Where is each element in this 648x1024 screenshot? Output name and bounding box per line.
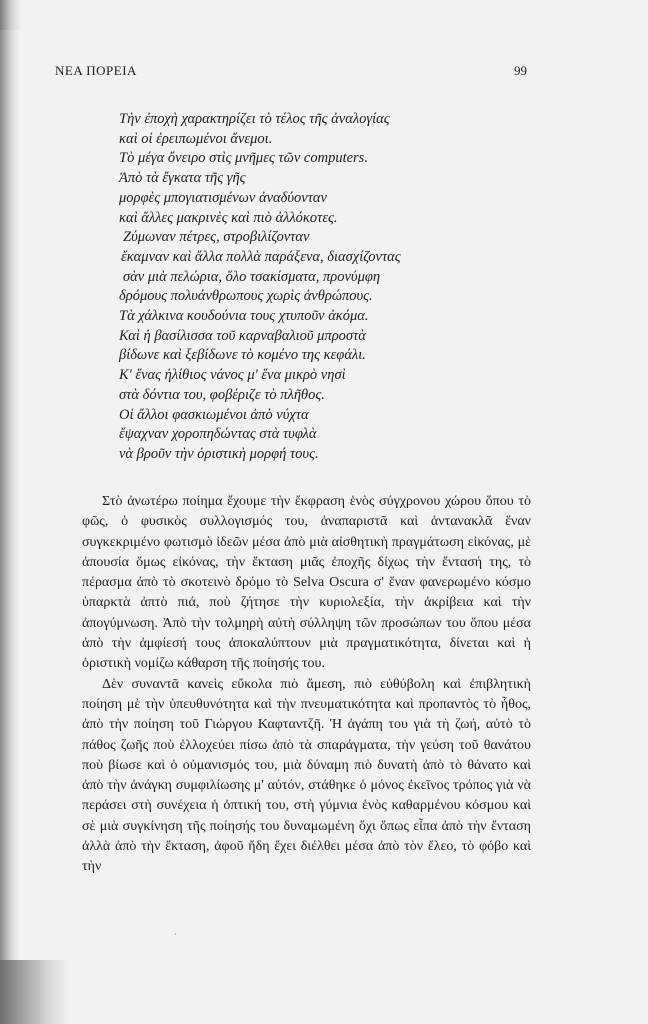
- poem-line: βίδωνε καὶ ξεβίδωνε τὸ κομένο της κεφάλι.: [119, 347, 366, 364]
- paragraph: Δὲν συναντᾶ κανεὶς εὔκολα πιὸ ἄμεση, πιὸ εὐθύβολη καὶ ἐπιβλητικὴ ποίηση μὲ τὴν ὑπευθυνότητα καὶ τὴν πνευματικότητα καὶ προπαντὸς τὸ ἦθος, ἀπὸ τὴν ποίηση τοῦ Γιώργου Καφταντζῆ. Ἡ ἀγάπη του γιὰ τὴ ζωή, αὐτὸ τὸ πάθος ζωῆς ποὺ ἐλλοχεύει πίσω ἀπὸ τὰ σπαράγματα, τὴν γεύση τοῦ θανάτου ποὺ βίωσε καὶ ὁ οὐμανισμός του, μιὰ δύναμη πιὸ δυνατὴ ἀπὸ τὸ θάνατο καὶ ἀπὸ τὴν ἀνάγκη συμφιλίωσης μ' αὐτόν, στάθηκε ὁ μόνος ἐκεῖνος τρόπος γιὰ νὰ περάσει στὴ συνέχεια ἡ ὀπτική του, στὴ γύμνια ἑνὸς καθαρμένου κόσμου καὶ σὲ μιὰ συγκίνηση τῆς ποίησής του δυναμωμένη ὄχι ὅπως εἶπα ἀπὸ τὴν ἔνταση ἀλλὰ ἀπὸ τὴν ἔκταση, ἀφοῦ ἤδη ἔχει διέλθει μέσα ἀπὸ τὸν ἔλεο, τὸ φόβο καὶ τὴν: [82, 676, 531, 875]
- poem-line: Τὰ χάλκινα κουδούνια τους χτυποῦν ἀκόμα.: [119, 308, 369, 325]
- commentary-text: [82, 492, 531, 878]
- poem-line: Ἀπὸ τὰ ἔγκατα τῆς γῆς: [119, 170, 246, 187]
- poem-line: καὶ ἄλλες μακρινὲς καὶ πιὸ ἀλλόκοτες.: [119, 209, 338, 226]
- poem-line: ἔκαμναν καὶ ἄλλα πολλὰ παράξενα, διασχίζοντας: [121, 248, 401, 265]
- poem-line: σὰν μιὰ πελώρια, ὅλο τσακίσματα, προνύμφη: [123, 268, 381, 285]
- poem-line: Κ' ἕνας ἡλίθιος νάνος μ' ἕνα μικρὸ νησὶ: [119, 367, 346, 384]
- poem-line: Καὶ ἡ βασίλισσα τοῦ καρναβαλιοῦ μπροστὰ: [119, 327, 366, 344]
- poem-line: δρόμους πολυάνθρωπους χωρὶς ἀνθρώπους.: [119, 288, 373, 305]
- poem-line: καὶ οἱ ἐρειπωμένοι ἄνεμοι.: [119, 130, 273, 147]
- poem-block: [119, 110, 539, 465]
- poem-line: Ζύμωναν πέτρες, στροβιλίζονταν: [123, 229, 310, 246]
- book-spine-shadow: [0, 0, 20, 1024]
- ink-speck: ·: [174, 930, 177, 939]
- scan-edge-bottom: [0, 960, 70, 1024]
- poem-line: νὰ βροῦν τὴν ὁριστικὴ μορφή τους.: [119, 445, 319, 462]
- poem-line: μορφὲς μπογιατισμένων ἀναδύονταν: [119, 189, 327, 206]
- paragraph: Στὸ ἀνωτέρω ποίημα ἔχουμε τὴν ἔκφραση ἑνὸς σύγχρονου χώρου ὅπου τὸ φῶς, ὁ φυσικὸς συλλογισμός του, ἀναπαριστᾶ καὶ ἀντανακλᾶ ἕναν συγκεκριμένο φωτισμὸ ἰδεῶν μέσα ἀπὸ μιὰ αἰσθητικὴ πραγμάτωση εἰκόνας, μὲ ἀπουσία ὅμως εἰκόνας, τὴν ἔκταση μιᾶς ἐποχῆς δίχως τὴν ἔντασή της, τὸ πέρασμα ἀπὸ τὸ σκοτεινὸ δρόμο τὸ Selva Oscura σ' ἕναν φανερωμένο κόσμο ὑπαρκτὰ ἀπτὸ πιά, ποὺ ζήτησε τὴν κυριολεξία, τὴν ἀκρίβεια καὶ τὴν ἀπογύμνωση. Ἀπὸ τὴν τολμηρὴ αὐτὴ σύλληψη τῶν προσώπων του ὅπου μέσα ἀπὸ τὴν ἀμφίεσή τους ἀποκαλύπτουν μιὰ πραγματικότητα, δίνεται καὶ ἡ ὁριστικὴ νομίζω κάθαρση τῆς ποίησής του.: [82, 494, 531, 672]
- scan-edge-top: [0, 0, 22, 30]
- poem-line: Οἱ ἄλλοι φασκιωμένοι ἀπὸ νύχτα: [119, 406, 309, 423]
- running-header: ΝΕΑ ΠΟΡΕΙΑ: [55, 63, 137, 78]
- poem-line: στὰ δόντια του, φοβέριζε τὸ πλῆθος.: [119, 386, 325, 403]
- poem-line: ἔψαχναν χοροπηδώντας στὰ τυφλὰ: [119, 426, 317, 443]
- page-number: 99: [514, 63, 527, 78]
- poem-line: Τὸ μέγα ὄνειρο στὶς μνῆμες τῶν computers.: [119, 150, 368, 167]
- poem-line: Τὴν ἐποχὴ χαρακτηρίζει τὸ τέλος τῆς ἀναλογίας: [119, 111, 390, 127]
